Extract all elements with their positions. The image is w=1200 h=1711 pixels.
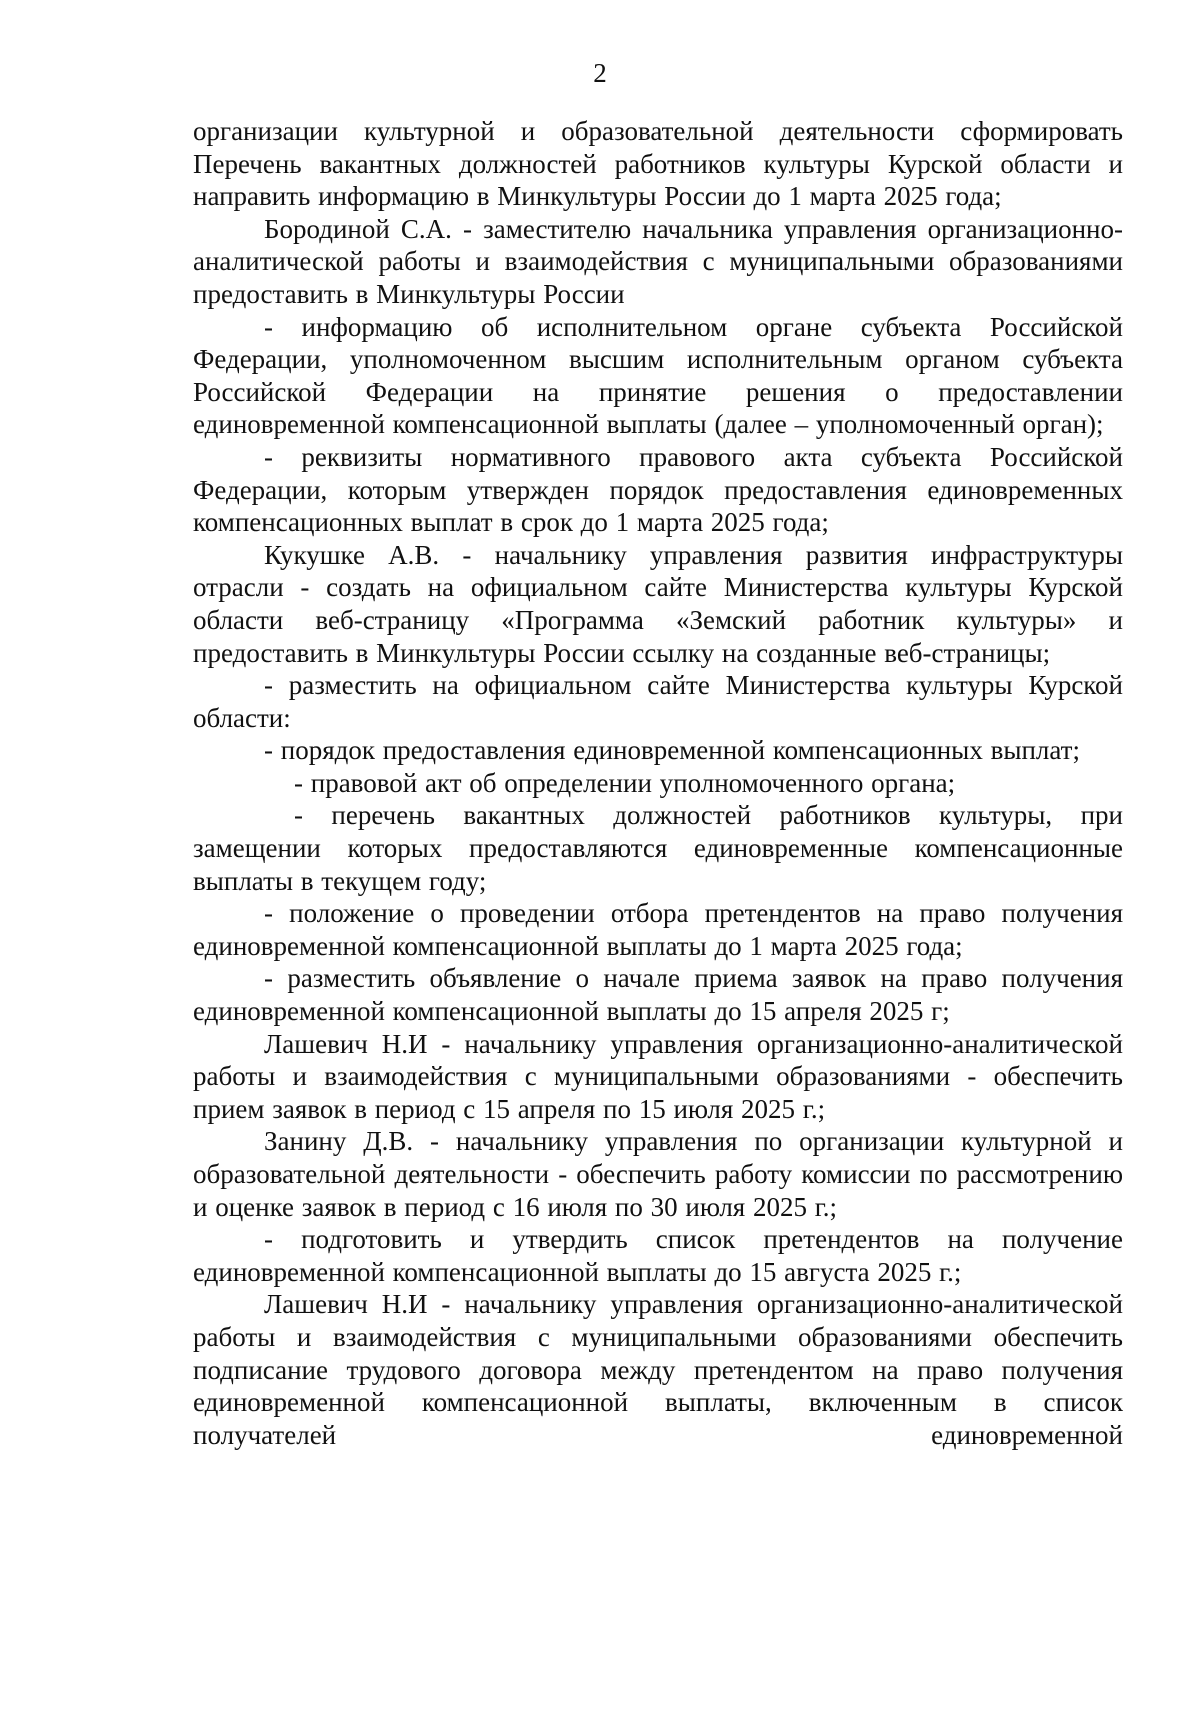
paragraph-9: - перечень вакантных должностей работников культуры, при замещении которых предоставляются единовременные компенсационные выплаты в текущем году; [193, 800, 1123, 896]
paragraph-6: - разместить на официальном сайте Министерства культуры Курской области: [193, 670, 1123, 733]
paragraph-5: Кукушке А.В. - начальнику управления развития инфраструктуры отрасли - создать на официальном сайте Министерства культуры Курской области веб-страницу «Программа «Земский работник культуры» и предоставить в Минкультуры России ссылку на созданные веб-страницы; [193, 539, 1123, 668]
paragraph-15: Лашевич Н.И - начальнику управления организационно-аналитической работы и взаимодействия с муниципальными образованиями обеспечить подписание трудового договора между претендентом на право получения единовременной компенсационной выплаты, включенным в список получателей единовременной [193, 1289, 1123, 1450]
paragraph-14: - подготовить и утвердить список претендентов на получение единовременной компенсационной выплаты до 15 августа 2025 г.; [193, 1224, 1123, 1287]
paragraph-10: - положение о проведении отбора претендентов на право получения единовременной компенсационной выплаты до 1 марта 2025 года; [193, 898, 1123, 961]
paragraph-11: - разместить объявление о начале приема заявок на право получения единовременной компенсационной выплаты до 15 апреля 2025 г; [193, 963, 1123, 1027]
paragraph-1: организации культурной и образовательной деятельности сформировать Перечень вакантных должностей работников культуры Курской области и направить информацию в Минкультуры России до 1 марта 2025 года; [193, 116, 1123, 212]
page-number: 2 [593, 58, 607, 88]
paragraph-13: Занину Д.В. - начальнику управления по организации культурной и образовательной деятельности - обеспечить работу комиссии по рассмотрению и оценке заявок в период с 16 июля по 30 июля 2025 г.; [193, 1126, 1123, 1222]
paragraph-3: - информацию об исполнительном органе субъекта Российской Федерации, уполномоченном высшим исполнительным органом субъекта Российской Федерации на принятие решения о предоставлении единовременной компенсационной выплаты (далее – уполномоченный орган); [193, 311, 1123, 440]
paragraph-2: Бородиной С.А. - заместителю начальника управления организационно-аналитической работы и взаимодействия с муниципальными образованиями предоставить в Минкультуры России [193, 213, 1123, 309]
paragraph-7: - порядок предоставления единовременной компенсационных выплат; [264, 735, 1080, 766]
paragraph-8: - правовой акт об определении уполномоченного органа; [294, 767, 956, 798]
paragraph-12: Лашевич Н.И - начальнику управления организационно-аналитической работы и взаимодействия с муниципальными образованиями - обеспечить прием заявок в период с 15 апреля по 15 июля 2025 г.; [193, 1028, 1123, 1124]
document-body [193, 115, 1123, 1451]
paragraph-4: - реквизиты нормативного правового акта субъекта Российской Федерации, которым утвержден порядок предоставления единовременных компенсационных выплат в срок до 1 марта 2025 года; [193, 441, 1123, 538]
